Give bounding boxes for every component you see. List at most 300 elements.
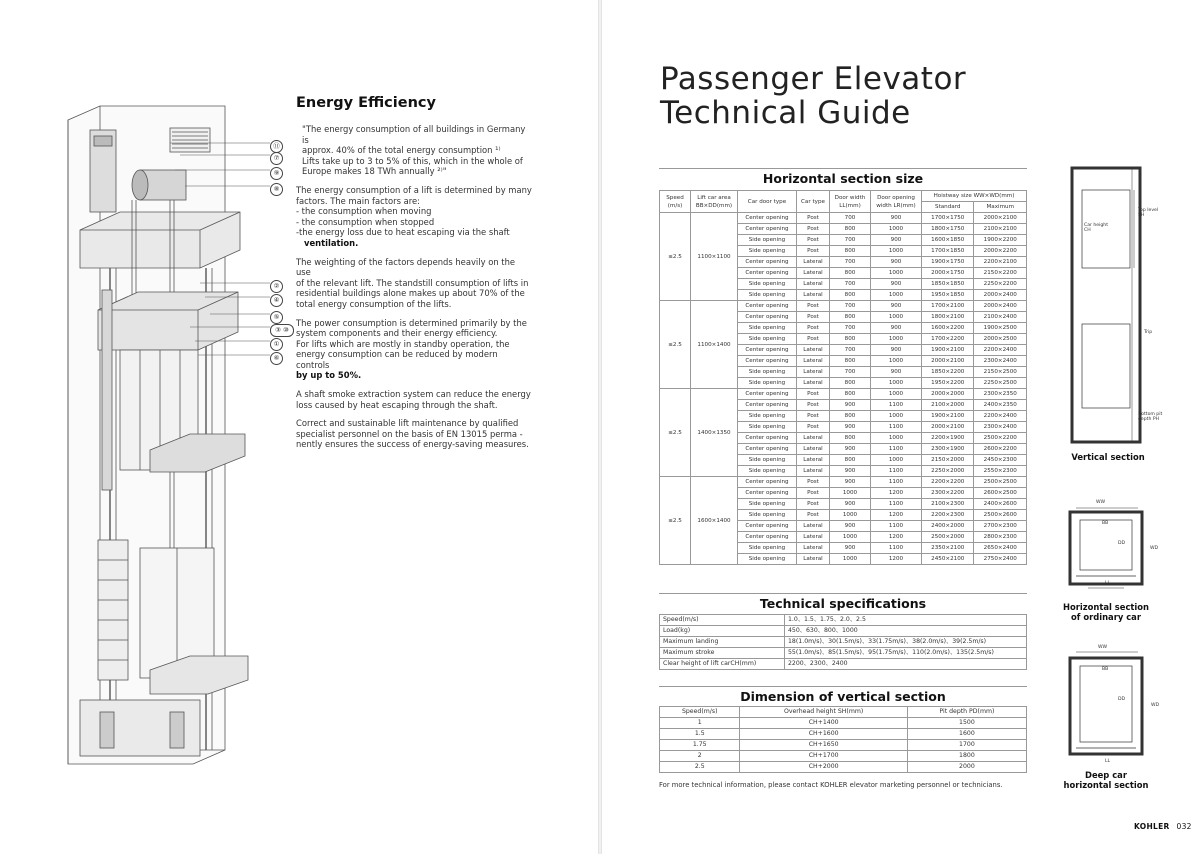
table-cell: 1100: [871, 422, 922, 433]
text-line: factors. The main factors are:: [296, 195, 420, 206]
table-cell: 1: [660, 718, 740, 729]
table-cell: 1800: [907, 751, 1026, 762]
horizontal-section-table: [659, 190, 1027, 565]
ordinary-car-diagram: [1066, 506, 1146, 592]
table-cell: 1700×2200: [922, 334, 974, 345]
table-cell: Post: [797, 301, 830, 312]
energy-p3: [296, 257, 532, 310]
text-line: The power consumption is determined primarily by the: [296, 317, 527, 328]
table-cell: 700: [830, 301, 871, 312]
col-pit-depth: Pit depth PD(mm): [907, 707, 1026, 718]
table-cell: 1.75: [660, 740, 740, 751]
table-cell: 900: [830, 543, 871, 554]
table-cell: Lateral: [797, 268, 830, 279]
ww-label: WW: [1098, 645, 1108, 650]
table-cell: 1950×1850: [922, 290, 974, 301]
table-cell: Side opening: [738, 543, 797, 554]
table-cell: 800: [830, 411, 871, 422]
table-cell: 1900×2200: [974, 235, 1027, 246]
table-cell: Side opening: [738, 279, 797, 290]
table-cell: 2500×2600: [974, 510, 1027, 521]
table-cell: CH+1650: [740, 740, 907, 751]
table-cell: Center opening: [738, 444, 797, 455]
table-cell: 1200: [871, 532, 922, 543]
callout-5: ⑤: [270, 311, 283, 324]
table-cell: 2000×2500: [974, 334, 1027, 345]
table-cell: 1000: [871, 246, 922, 257]
table-cell: Side opening: [738, 554, 797, 565]
table-cell: 1100: [871, 521, 922, 532]
table-cell: 900: [871, 257, 922, 268]
table-cell: Center opening: [738, 301, 797, 312]
table-cell: 1000: [871, 356, 922, 367]
bottom-pit-label: Bottom pit depth PH: [1138, 412, 1163, 422]
table-cell: 2500×2500: [974, 477, 1027, 488]
spec-label: Maximum stroke: [660, 648, 785, 659]
table-cell: 2250×2000: [922, 466, 974, 477]
table-cell: 800: [830, 433, 871, 444]
table-cell: 900: [830, 499, 871, 510]
table-cell: 1000: [871, 312, 922, 323]
table-cell: 900: [871, 323, 922, 334]
table-cell: 2000×2000: [922, 389, 974, 400]
table-cell: 2200×2100: [974, 257, 1027, 268]
col-door-opening: Door opening width LR(mm): [871, 191, 922, 213]
right-page: [602, 0, 1200, 854]
table-cell: 700: [830, 213, 871, 224]
table-cell: 2600×2500: [974, 488, 1027, 499]
wd-label: WD: [1151, 703, 1160, 708]
table-cell: Center opening: [738, 312, 797, 323]
table-cell: 2300×2200: [922, 488, 974, 499]
table-cell: 700: [830, 345, 871, 356]
table-cell: 1100: [871, 400, 922, 411]
table-cell: 2000: [907, 762, 1026, 773]
speed-cell: ≤2.5: [660, 477, 691, 565]
table-cell: 1700×2100: [922, 301, 974, 312]
table-cell: 1950×2200: [922, 378, 974, 389]
table-cell: Side opening: [738, 378, 797, 389]
table-cell: 2400×2600: [974, 499, 1027, 510]
energy-p2: [296, 185, 532, 249]
table-cell: Center opening: [738, 213, 797, 224]
table-cell: 900: [830, 477, 871, 488]
table-cell: 2150×2000: [922, 455, 974, 466]
table-cell: 900: [871, 235, 922, 246]
car-area-cell: 1100×1400: [691, 301, 738, 389]
table-cell: Side opening: [738, 246, 797, 257]
table-cell: 1000: [871, 455, 922, 466]
table-cell: Center opening: [738, 521, 797, 532]
speed-cell: ≤2.5: [660, 301, 691, 389]
callout-2: ②: [270, 280, 283, 293]
table-cell: Post: [797, 312, 830, 323]
table-cell: Center opening: [738, 356, 797, 367]
table-cell: 2100×2000: [922, 400, 974, 411]
energy-p6: [296, 418, 532, 450]
table-row: [660, 718, 1027, 729]
vertical-section-table: [659, 706, 1027, 773]
table-cell: Lateral: [797, 257, 830, 268]
table-cell: 2250×2500: [974, 378, 1027, 389]
table-cell: Side opening: [738, 334, 797, 345]
table-cell: Post: [797, 411, 830, 422]
table-cell: 2350×2100: [922, 543, 974, 554]
spec-label: Maximum landing: [660, 637, 785, 648]
table-cell: Post: [797, 510, 830, 521]
table-cell: 800: [830, 246, 871, 257]
table-cell: Side opening: [738, 323, 797, 334]
text-line-bold: by up to 50%.: [296, 370, 362, 381]
table-cell: 1850×2200: [922, 367, 974, 378]
table-cell: 2200×2400: [974, 345, 1027, 356]
table-cell: 1100: [871, 499, 922, 510]
callout-leader-lines: [170, 135, 280, 375]
spec-label: Speed(m/s): [660, 615, 785, 626]
table-cell: 2300×1900: [922, 444, 974, 455]
spec-label: Load(kg): [660, 626, 785, 637]
energy-p1: [296, 124, 532, 177]
car-area-cell: 1100×1100: [691, 213, 738, 301]
table-cell: 2600×2200: [974, 444, 1027, 455]
table-cell: 2450×2100: [922, 554, 974, 565]
text-line: - the consumption when moving: [296, 206, 432, 217]
table-cell: Side opening: [738, 510, 797, 521]
table-cell: Post: [797, 323, 830, 334]
table-cell: 1500: [907, 718, 1026, 729]
table-cell: 1900×2100: [922, 345, 974, 356]
table-cell: 1000: [871, 389, 922, 400]
table-cell: 800: [830, 334, 871, 345]
table-cell: 800: [830, 378, 871, 389]
caption-line: horizontal section: [1063, 780, 1149, 790]
ll-label: LL: [1105, 581, 1111, 586]
text-line: loss caused by heat escaping through the shaft.: [296, 399, 498, 410]
col-hoistway: Hoistway size WW×WD(mm): [922, 191, 1027, 202]
table-cell: Center opening: [738, 488, 797, 499]
table-cell: 2100×2300: [922, 499, 974, 510]
table-cell: Lateral: [797, 554, 830, 565]
text-line: Correct and sustainable lift maintenance by qualified: [296, 418, 519, 429]
table-row: [660, 762, 1027, 773]
page-number: 032: [1176, 822, 1192, 831]
table-cell: 2: [660, 751, 740, 762]
callout-8: ⑧: [270, 183, 283, 196]
table-cell: Post: [797, 499, 830, 510]
table-cell: 1800×2100: [922, 312, 974, 323]
table-cell: 2400×2000: [922, 521, 974, 532]
table-cell: 900: [871, 367, 922, 378]
table-cell: Lateral: [797, 356, 830, 367]
energy-p5: [296, 389, 532, 410]
horizontal-section-title: Horizontal section size: [659, 168, 1027, 186]
trip-label: Trip: [1144, 330, 1153, 335]
table-cell: 800: [830, 455, 871, 466]
table-cell: Lateral: [797, 521, 830, 532]
car-height-label: Car height CH: [1084, 223, 1109, 233]
table-cell: Lateral: [797, 466, 830, 477]
table-cell: Side opening: [738, 235, 797, 246]
ll-label: LL: [1105, 759, 1111, 764]
table-cell: Lateral: [797, 367, 830, 378]
table-cell: CH+2000: [740, 762, 907, 773]
table-cell: Center opening: [738, 345, 797, 356]
text-line: nently ensures the success of energy-saving measures.: [296, 439, 529, 450]
table-cell: Lateral: [797, 455, 830, 466]
table-cell: 2300×2350: [974, 389, 1027, 400]
table-cell: 1000: [871, 378, 922, 389]
table-cell: Center opening: [738, 400, 797, 411]
table-cell: 1000: [871, 268, 922, 279]
text-line: A shaft smoke extraction system can reduce the energy: [296, 389, 531, 400]
col-speed: Speed (m/s): [660, 191, 691, 213]
footer-brand: [1134, 822, 1192, 831]
deep-car-caption: [1060, 770, 1152, 790]
text-line: For lifts which are mostly in standby operation, the: [296, 338, 510, 349]
vertical-section-caption: Vertical section: [1071, 452, 1145, 462]
table-cell: 2550×2300: [974, 466, 1027, 477]
table-cell: Lateral: [797, 543, 830, 554]
table-cell: 2750×2400: [974, 554, 1027, 565]
col-maximum: Maximum: [974, 202, 1027, 213]
callout-9: ⑨: [270, 167, 283, 180]
dd-label: DD: [1118, 697, 1126, 702]
energy-p4: [296, 318, 532, 382]
table-cell: Lateral: [797, 532, 830, 543]
table-cell: 700: [830, 257, 871, 268]
title-line: Passenger Elevator: [660, 61, 967, 97]
table-row: [660, 659, 1027, 670]
table-cell: 2200×2300: [922, 510, 974, 521]
table-cell: CH+1400: [740, 718, 907, 729]
table-cell: 1000: [871, 290, 922, 301]
table-cell: CH+1700: [740, 751, 907, 762]
table-cell: 2400×2350: [974, 400, 1027, 411]
table-cell: 1900×1750: [922, 257, 974, 268]
col-speed: Speed(m/s): [660, 707, 740, 718]
table-cell: 2100×2400: [974, 312, 1027, 323]
table-cell: 1000: [830, 510, 871, 521]
table-cell: 2300×2400: [974, 422, 1027, 433]
table-cell: 900: [830, 466, 871, 477]
table-cell: Post: [797, 477, 830, 488]
table-cell: Center opening: [738, 532, 797, 543]
table-cell: 1700×1750: [922, 213, 974, 224]
bb-label: BB: [1102, 667, 1109, 672]
table-cell: 800: [830, 356, 871, 367]
table-cell: 1100: [871, 477, 922, 488]
table-cell: Side opening: [738, 422, 797, 433]
callout-11: ⑪: [270, 140, 283, 153]
technical-spec-table: [659, 614, 1027, 670]
table-cell: 2450×2300: [974, 455, 1027, 466]
text-line: -the energy loss due to heat escaping via the shaft: [296, 227, 510, 238]
col-car-area: Lift car area BB×DD(mm): [691, 191, 738, 213]
table-cell: 2000×2400: [974, 301, 1027, 312]
table-cell: Post: [797, 488, 830, 499]
table-cell: 2000×2100: [922, 422, 974, 433]
table-cell: 2800×2300: [974, 532, 1027, 543]
table-cell: Center opening: [738, 433, 797, 444]
col-door-type: Car door type: [738, 191, 797, 213]
table-cell: 2150×2200: [974, 268, 1027, 279]
table-cell: 700: [830, 235, 871, 246]
text-line: system components and their energy efficiency.: [296, 328, 498, 339]
table-cell: Post: [797, 334, 830, 345]
table-cell: 2300×2400: [974, 356, 1027, 367]
table-cell: 1100: [871, 543, 922, 554]
table-cell: 2000×2400: [974, 290, 1027, 301]
text-line: specialist personnel on the basis of EN 13015 perma -: [296, 428, 523, 439]
text-line: total energy consumption of the lifts.: [296, 298, 452, 309]
table-cell: Lateral: [797, 290, 830, 301]
brand-logo-text: KOHLER: [1134, 822, 1170, 831]
table-cell: Lateral: [797, 378, 830, 389]
table-cell: Post: [797, 224, 830, 235]
table-row: [660, 477, 1027, 488]
table-cell: Post: [797, 400, 830, 411]
table-row: [660, 740, 1027, 751]
table-cell: 1600: [907, 729, 1026, 740]
table-cell: CH+1600: [740, 729, 907, 740]
table-cell: 2500×2200: [974, 433, 1027, 444]
table-cell: Post: [797, 422, 830, 433]
text-line: energy consumption can be reduced by modern controls: [296, 349, 498, 370]
table-cell: 800: [830, 290, 871, 301]
table-cell: 2150×2500: [974, 367, 1027, 378]
table-cell: Side opening: [738, 367, 797, 378]
table-cell: 2200×2400: [974, 411, 1027, 422]
table-cell: 2000×1750: [922, 268, 974, 279]
table-row: [660, 626, 1027, 637]
table-cell: 1600×2200: [922, 323, 974, 334]
table-cell: 1200: [871, 510, 922, 521]
table-cell: 2200×1900: [922, 433, 974, 444]
table-cell: 900: [871, 301, 922, 312]
table-cell: 2500×2000: [922, 532, 974, 543]
energy-efficiency-section: [296, 94, 532, 458]
footnote: For more technical information, please contact KOHLER elevator marketing personnel or technicians.: [659, 781, 1003, 789]
page-title: [660, 62, 966, 130]
table-cell: 700: [830, 367, 871, 378]
caption-line: of ordinary car: [1071, 612, 1141, 622]
table-cell: 900: [830, 521, 871, 532]
table-row: [660, 648, 1027, 659]
table-row: [660, 729, 1027, 740]
table-cell: 800: [830, 224, 871, 235]
table-cell: 800: [830, 389, 871, 400]
table-row: [660, 213, 1027, 224]
dd-label: DD: [1118, 541, 1126, 546]
table-cell: Lateral: [797, 279, 830, 290]
table-cell: 900: [871, 213, 922, 224]
table-cell: Center opening: [738, 224, 797, 235]
table-cell: 1100: [871, 444, 922, 455]
table-cell: 2200×2200: [922, 477, 974, 488]
table-cell: Lateral: [797, 433, 830, 444]
callout-1: ①: [270, 338, 283, 351]
table-cell: Center opening: [738, 268, 797, 279]
spec-label: Clear height of lift carCH(mm): [660, 659, 785, 670]
vertical-section-title: Dimension of vertical section: [659, 686, 1027, 704]
table-cell: Side opening: [738, 411, 797, 422]
text-line: "The energy consumption of all buildings in Germany is: [302, 124, 526, 145]
table-cell: 1000: [871, 411, 922, 422]
table-cell: 1200: [871, 554, 922, 565]
table-cell: 1100: [871, 466, 922, 477]
speed-cell: ≤2.5: [660, 213, 691, 301]
ordinary-car-caption: [1060, 602, 1152, 622]
technical-spec-title: Technical specifications: [659, 593, 1027, 611]
spec-value: 450、630、800、1000: [785, 626, 1027, 637]
table-cell: 1000: [830, 532, 871, 543]
car-area-cell: 1600×1400: [691, 477, 738, 565]
table-cell: 800: [830, 268, 871, 279]
table-cell: Lateral: [797, 345, 830, 356]
text-line: - the consumption when stopped: [296, 216, 435, 227]
table-cell: 1800×1750: [922, 224, 974, 235]
table-cell: 900: [830, 400, 871, 411]
table-cell: Side opening: [738, 455, 797, 466]
table-row: [660, 751, 1027, 762]
table-cell: 900: [830, 422, 871, 433]
table-cell: 1850×1850: [922, 279, 974, 290]
table-cell: 2650×2400: [974, 543, 1027, 554]
table-cell: 900: [871, 279, 922, 290]
ww-label: WW: [1096, 500, 1106, 505]
table-cell: Center opening: [738, 389, 797, 400]
speed-cell: ≤2.5: [660, 389, 691, 477]
bb-label: BB: [1102, 521, 1109, 526]
vertical-section-diagram: [1068, 164, 1144, 446]
horizontal-table-body: [660, 213, 1027, 565]
table-cell: 1000: [871, 433, 922, 444]
table-cell: 1600×1850: [922, 235, 974, 246]
table-cell: 1900×2100: [922, 411, 974, 422]
table-cell: 900: [830, 444, 871, 455]
table-cell: 1000: [871, 334, 922, 345]
caption-line: Horizontal section: [1062, 602, 1149, 612]
table-cell: Center opening: [738, 477, 797, 488]
col-standard: Standard: [922, 202, 974, 213]
text-line: approx. 40% of the total energy consumption ¹⁾: [302, 145, 501, 156]
table-cell: 2000×2100: [974, 213, 1027, 224]
top-level-label: Top level SH: [1138, 208, 1159, 218]
table-cell: 1.5: [660, 729, 740, 740]
callout-3-10: ③ ⑩: [270, 324, 294, 337]
table-cell: Side opening: [738, 290, 797, 301]
table-cell: 1900×2500: [974, 323, 1027, 334]
spec-value: 2200、2300、2400: [785, 659, 1027, 670]
table-cell: 800: [830, 312, 871, 323]
table-cell: Post: [797, 246, 830, 257]
table-cell: Center opening: [738, 257, 797, 268]
title-line: Technical Guide: [660, 95, 911, 131]
table-cell: 1000: [830, 554, 871, 565]
table-cell: Post: [797, 235, 830, 246]
wd-label: WD: [1150, 546, 1159, 551]
text-line-bold: ventilation.: [304, 237, 359, 248]
spec-value: 1.0、1.5、1.75、2.0、2.5: [785, 615, 1027, 626]
car-area-cell: 1400×1350: [691, 389, 738, 477]
text-line: of the relevant lift. The standstill consumption of lifts in: [296, 277, 529, 288]
table-cell: 700: [830, 323, 871, 334]
table-cell: 2000×2100: [922, 356, 974, 367]
text-line: Europe makes 18 TWh annually ²⁾": [302, 166, 447, 177]
left-page: [0, 0, 598, 854]
col-door-width: Door width LL(mm): [830, 191, 871, 213]
text-line: The weighting of the factors depends heavily on the use: [296, 256, 516, 278]
